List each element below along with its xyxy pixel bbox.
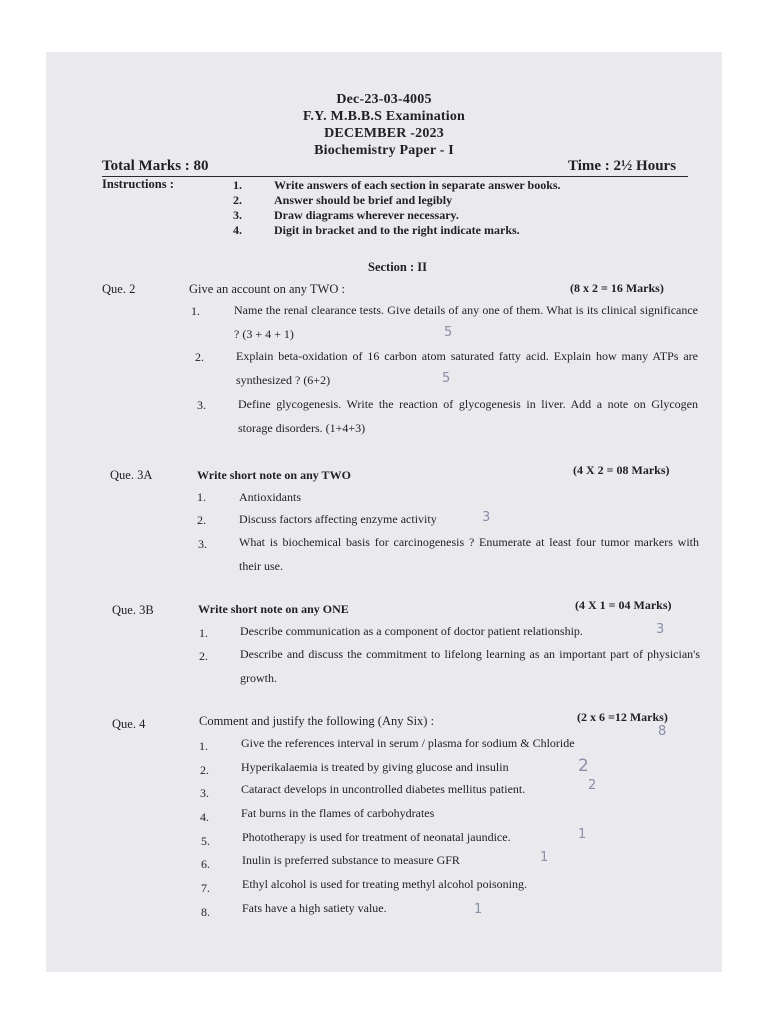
instructions-label: Instructions :	[102, 177, 174, 191]
handwritten-mark: 3	[482, 510, 491, 525]
item-text: Explain beta-oxidation of 16 carbon atom saturated fatty acid. Explain how many ATPs are synthesized ? (6+2)	[236, 349, 698, 387]
item-text: Cataract develops in uncontrolled diabetes mellitus patient.	[241, 782, 526, 796]
item-text: Discuss factors affecting enzyme activity	[239, 512, 437, 526]
section-title: Section : II	[368, 260, 428, 274]
item-text: Define glycogenesis. Write the reaction of glycogenesis in liver. Add a note on Glycogen storage disorders. (1+4+3)	[238, 397, 698, 435]
instruction-text: Draw diagrams wherever necessary.	[274, 208, 459, 222]
paper-code: Dec-23-03-4005	[336, 92, 432, 107]
question-marks: (4 X 1 = 04 Marks)	[575, 598, 672, 612]
question-label: Que. 3B	[112, 603, 154, 617]
question-heading: Comment and justify the following (Any Six) :	[199, 714, 435, 728]
handwritten-mark: 8	[658, 724, 667, 739]
item-text: What is biochemical basis for carcinogenesis ? Enumerate at least four tumor markers with their use.	[239, 535, 699, 573]
question-heading: Give an account on any TWO :	[189, 282, 345, 296]
item-number: 6.	[201, 857, 210, 871]
instruction-number: 3.	[233, 208, 242, 222]
item-number: 2.	[195, 350, 204, 364]
item-text: Fat burns in the flames of carbohydrates	[241, 806, 435, 820]
question-marks: (8 x 2 = 16 Marks)	[570, 281, 664, 295]
item-number: 5.	[201, 834, 210, 848]
question-marks: (2 x 6 =12 Marks)	[577, 710, 668, 724]
instruction-number: 1.	[233, 178, 242, 192]
item-number: 1.	[199, 739, 208, 753]
item-number: 2.	[200, 763, 209, 777]
item-number: 3.	[197, 398, 206, 412]
item-number: 1.	[199, 626, 208, 640]
item-text: Give the references interval in serum / plasma for sodium & Chloride	[241, 736, 575, 750]
item-text: Antioxidants	[239, 490, 301, 504]
item-number: 2.	[199, 649, 208, 663]
handwritten-mark: 2	[578, 756, 589, 776]
item-number: 1.	[197, 490, 206, 504]
exam-title: F.Y. M.B.B.S Examination	[302, 109, 466, 124]
question-label: Que. 4	[112, 717, 146, 731]
handwritten-mark: 5	[442, 371, 451, 386]
item-number: 4.	[200, 810, 209, 824]
item-text: Describe and discuss the commitment to lifelong learning as an important part of physician's growth.	[240, 647, 700, 685]
item-number: 1.	[191, 304, 200, 318]
item-text: Ethyl alcohol is used for treating methyl alcohol poisoning.	[242, 877, 527, 891]
question-label: Que. 3A	[110, 468, 153, 482]
item-number: 3.	[198, 537, 207, 551]
item-text: Name the renal clearance tests. Give details of any one of them. What is its clinical significance ? (3 + 4 + 1)	[234, 303, 698, 341]
handwritten-mark: 1	[578, 827, 587, 842]
handwritten-mark: 3	[656, 622, 665, 637]
handwritten-mark: 5	[444, 325, 453, 340]
question-marks: (4 X 2 = 08 Marks)	[573, 463, 670, 477]
instruction-number: 4.	[233, 223, 242, 237]
handwritten-mark: 1	[540, 850, 549, 865]
instruction-text: Write answers of each section in separate answer books.	[274, 178, 561, 192]
item-text: Fats have a high satiety value.	[242, 901, 387, 915]
item-number: 7.	[201, 881, 210, 895]
handwritten-mark: 2	[588, 778, 597, 793]
item-text: Phototherapy is used for treatment of neonatal jaundice.	[242, 830, 511, 844]
question-label: Que. 2	[102, 282, 136, 296]
instruction-number: 2.	[233, 193, 242, 207]
header-rule	[102, 176, 688, 177]
paper-title: Biochemistry Paper - I	[314, 143, 454, 158]
exam-time: Time : 2½ Hours	[568, 158, 677, 174]
question-heading: Write short note on any ONE	[198, 602, 349, 616]
item-number: 3.	[200, 786, 209, 800]
item-number: 8.	[201, 905, 210, 919]
item-number: 2.	[197, 513, 206, 527]
instruction-text: Answer should be brief and legibly	[274, 193, 453, 207]
exam-session: DECEMBER -2023	[324, 126, 444, 141]
total-marks: Total Marks : 80	[102, 158, 209, 174]
item-text: Inulin is preferred substance to measure GFR	[242, 853, 460, 867]
handwritten-mark: 1	[474, 902, 483, 917]
exam-paper	[46, 52, 722, 972]
instruction-text: Digit in bracket and to the right indicate marks.	[274, 223, 520, 237]
item-text: Describe communication as a component of doctor patient relationship.	[240, 624, 583, 638]
item-text: Hyperikalaemia is treated by giving glucose and insulin	[241, 760, 509, 774]
question-heading: Write short note on any TWO	[197, 468, 351, 482]
